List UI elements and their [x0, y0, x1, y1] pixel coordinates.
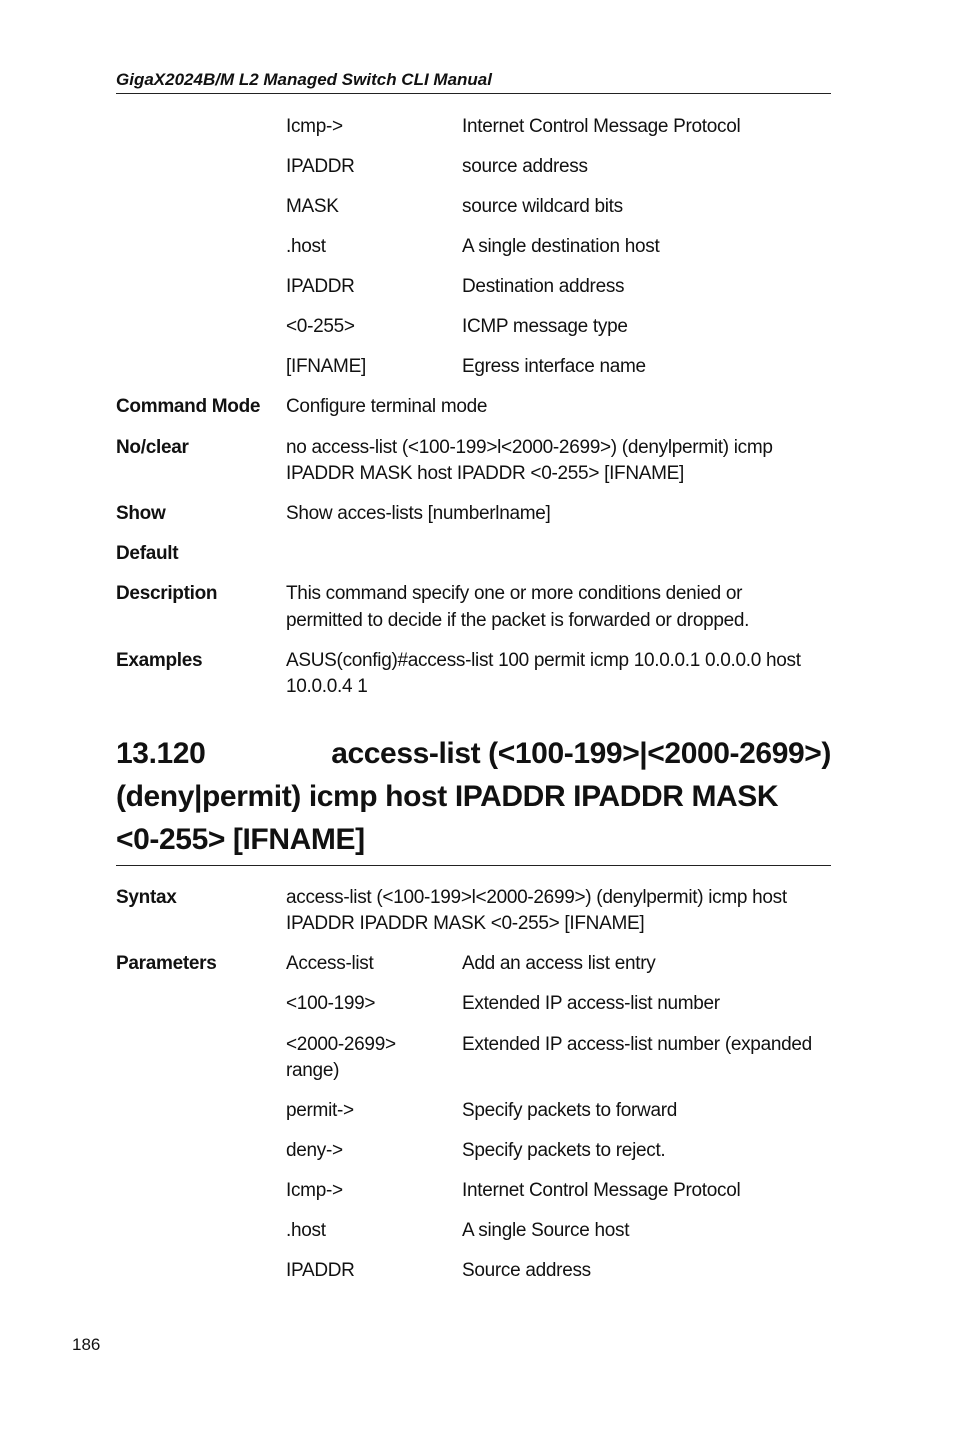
examples-line-2: 10.0.0.4 1 — [286, 676, 368, 697]
no-clear-line-2: IPADDR MASK host IPADDR <0-255> [IFNAME] — [286, 463, 685, 484]
param-name: <100-199> — [286, 993, 376, 1014]
section-title-line-2: (deny|permit) icmp host IPADDR IPADDR MASK — [116, 780, 779, 813]
param-desc: Egress interface name — [462, 356, 646, 377]
param-desc-continuation: range) — [286, 1060, 340, 1081]
syntax-line-1: access-list (<100-199>l<2000-2699>) (denylpermit) icmp host — [286, 887, 787, 908]
param-name: <0-255> — [286, 316, 355, 337]
param-desc: source address — [462, 156, 588, 177]
section-title-line-1: access-list (<100-199>|<2000-2699>) — [331, 737, 831, 770]
running-header: GigaX2024B/M L2 Managed Switch CLI Manual — [116, 70, 831, 94]
command-mode-value: Configure terminal mode — [286, 396, 488, 417]
param-desc: ICMP message type — [462, 316, 628, 337]
param-name: Access-list — [286, 953, 374, 974]
param-desc: Specify packets to reject. — [462, 1140, 666, 1161]
param-desc: Extended IP access-list number (expanded — [462, 1034, 812, 1055]
param-desc: Add an access list entry — [462, 953, 656, 974]
no-clear-label: No/clear — [116, 437, 189, 458]
param-name: IPADDR — [286, 276, 355, 297]
syntax-label: Syntax — [116, 887, 177, 908]
param-desc: Source address — [462, 1260, 591, 1281]
param-name: MASK — [286, 196, 339, 217]
description-label: Description — [116, 583, 218, 604]
param-desc: Extended IP access-list number — [462, 993, 720, 1014]
param-desc: Internet Control Message Protocol — [462, 116, 741, 137]
examples-label: Examples — [116, 650, 203, 671]
param-name: IPADDR — [286, 156, 355, 177]
section-number: 13.120 — [116, 737, 206, 770]
syntax-line-2: IPADDR IPADDR MASK <0-255> [IFNAME] — [286, 913, 645, 934]
param-desc: A single destination host — [462, 236, 660, 257]
param-name: IPADDR — [286, 1260, 355, 1281]
show-label: Show — [116, 503, 166, 524]
param-name: deny-> — [286, 1140, 343, 1161]
param-name: permit-> — [286, 1100, 354, 1121]
param-name: Icmp-> — [286, 116, 343, 137]
param-desc: A single Source host — [462, 1220, 630, 1241]
param-name: [IFNAME] — [286, 356, 366, 377]
no-clear-line-1: no access-list (<100-199>l<2000-2699>) (denylpermit) icmp — [286, 437, 773, 458]
section-heading — [116, 732, 831, 866]
default-label: Default — [116, 543, 179, 564]
show-value: Show acces-lists [numberlname] — [286, 503, 551, 524]
param-desc: source wildcard bits — [462, 196, 623, 217]
description-line-2: permitted to decide if the packet is forwarded or dropped. — [286, 610, 750, 631]
page-number: 186 — [72, 1335, 101, 1354]
param-desc: Internet Control Message Protocol — [462, 1180, 741, 1201]
param-name: Icmp-> — [286, 1180, 343, 1201]
param-desc: Destination address — [462, 276, 625, 297]
param-name: .host — [286, 236, 326, 257]
param-name: <2000-2699> — [286, 1034, 396, 1055]
section-title-line-3: <0-255> [IFNAME] — [116, 823, 365, 856]
command-mode-label: Command Mode — [116, 396, 261, 417]
description-line-1: This command specify one or more conditions denied or — [286, 583, 743, 604]
param-desc: Specify packets to forward — [462, 1100, 678, 1121]
examples-line-1: ASUS(config)#access-list 100 permit icmp 10.0.0.1 0.0.0.0 host — [286, 650, 801, 671]
parameters-label: Parameters — [116, 953, 217, 974]
param-name: .host — [286, 1220, 326, 1241]
